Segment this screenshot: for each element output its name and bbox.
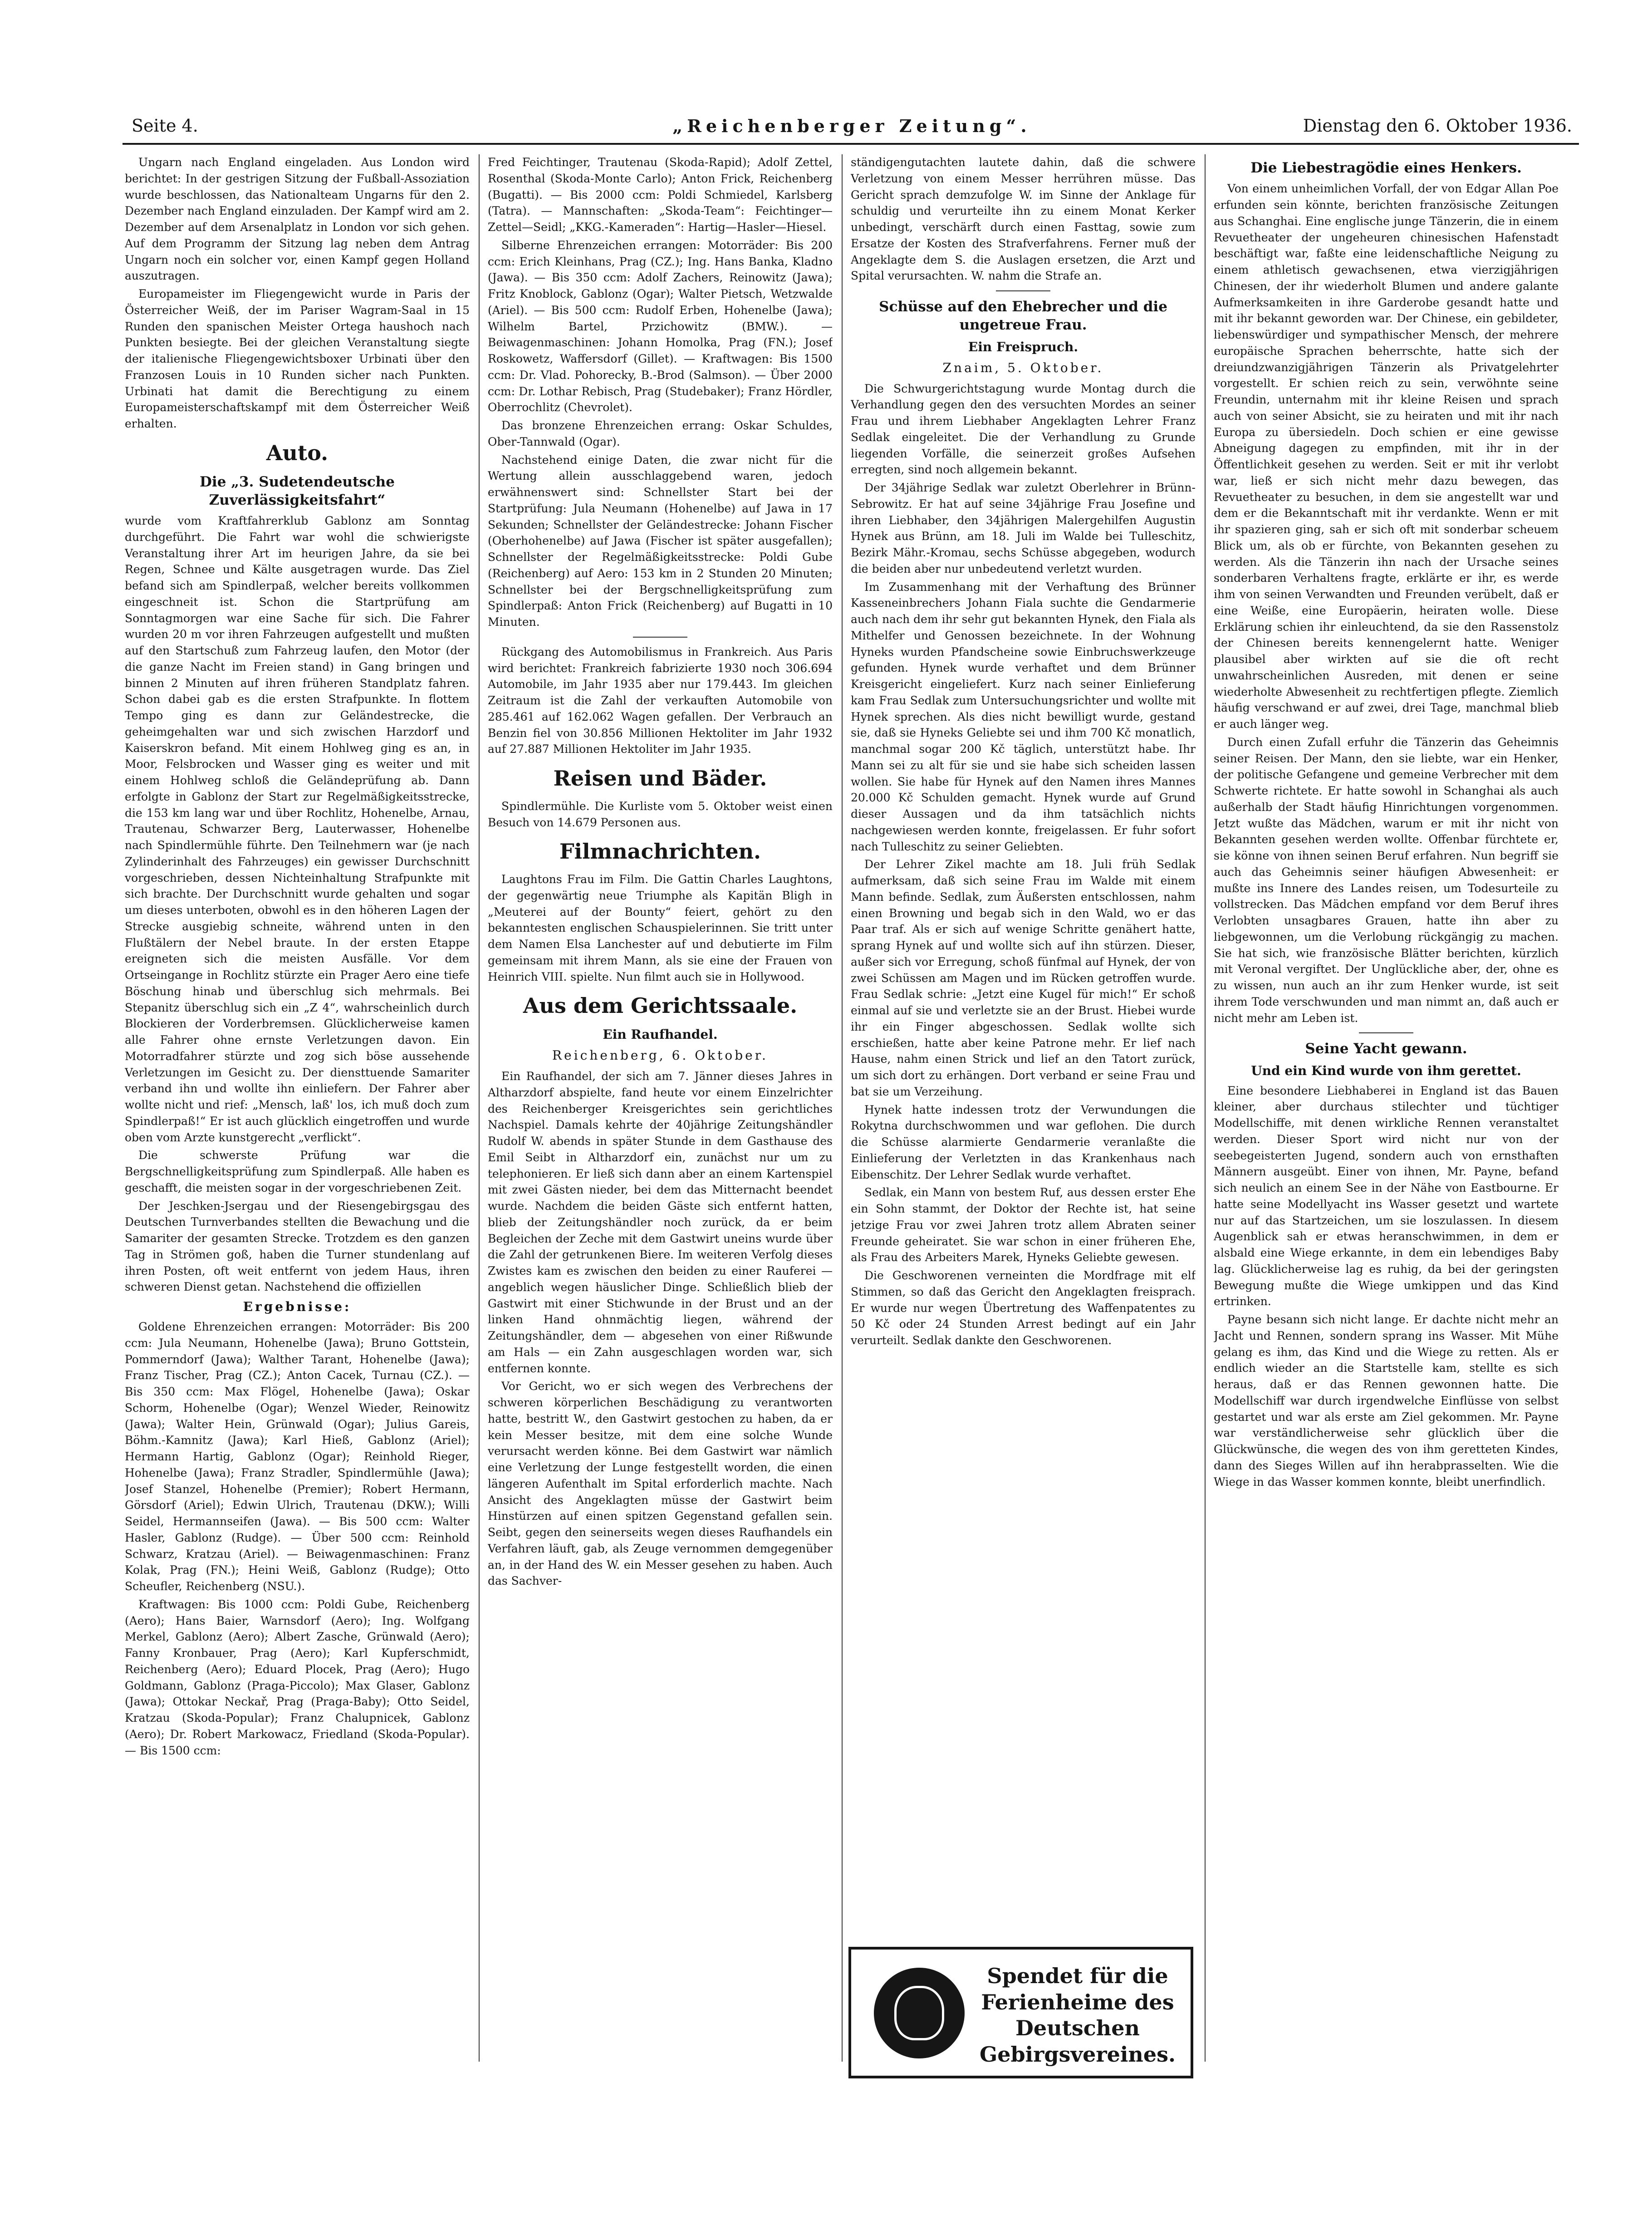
column-4 <box>1214 154 1559 2062</box>
subhead-yacht: Und ein Kind wurde von ihm gerettet. <box>1251 1063 1521 1078</box>
article-sedlak-7: Die Geschworenen verneinten die Mordfrage mit elf Stimmen, so daß das Gericht den Angeklagten freisprach. Er wurde nur wegen Übertretung des Waffenpatentes zu 50 Kč oder 24 Stunden Arrest bedingt auf ein Jahr verurteilt. Sedlak dankte den Geschworenen. <box>851 1269 1196 1347</box>
article-bergschnelligkeit: Die schwerste Prüfung war die Bergschnelligkeitsprüfung zum Spindlerpaß. Alle haben es geschafft, die meisten sogar in der vorgeschriebenen Zeit. <box>125 1149 470 1194</box>
article-raufhandel-continued: ständigengutachten lautete dahin, daß die schwere Verletzung von einem Messer herrühren müsse. Das Gericht sprach demzufolge W. im Sinne der Anklage für schuldig und verurteilte ihn zu einem Monat Kerker unbedingt, verschärft durch einen Fasttag, sowie zum Ersatze der Kosten des Strafverfahrens. Ferner muß der Angeklagte dem S. die Auslagen ersetzen, die Arzt und Spital verursachten. W. nahm die Strafe an. <box>851 156 1196 283</box>
short-divider <box>633 637 687 638</box>
article-yacht-2: Payne besann sich nicht lange. Er dachte nicht mehr an Jacht und Rennen, sondern sprang ins Wasser. Mit Mühe gelang es ihm, das Kind und die Wiege zu retten. Als er endlich wieder an die Startstelle kam, stellte es sich heraus, daß er das Rennen gewonnen hatte. Die Modellschiff war durch irgendwelche Einflüsse von selbst gestartet und war als erste am Ziel gekommen. Mr. Payne war verständlicherweise sehr glücklich über die Glückwünsche, die wegen des von ihm geretteten Kindes, dann des Sieges Willen auf ihn herabprasselten. Wie die Wiege in das Wasser kommen konnte, bleibt unerfindlich. <box>1214 1313 1559 1488</box>
article-raufhandel-body-2: Vor Gericht, wo er sich wegen des Verbrechens der schweren körperlichen Beschädigung zu verantworten hatte, bestritt W., den Gastwirt gestochen zu haben, da er kein Messer besitze, mit dem eine solche Wunde verursacht werden könne. Bei dem Gastwirt war nämlich eine Verletzung der Lunge festgestellt worden, die einen längeren Aufenthalt im Spital erforderlich machte. Nach Ansicht des Angeklagten müsse der Gastwirt beim Hinstürzen auf einen spitzen Gegenstand gefallen sein. Seibt, gegen den seinerseits wegen dieses Raufhandels ein Verfahren läuft, gab, als Zeuge vernommen demgegenüber an, in der Hand des W. ein Messer gesehen zu haben. Auch das Sachver- <box>488 1380 833 1588</box>
article-sedlak-2: Der 34jährige Sedlak war zuletzt Oberlehrer in Brünn-Sebrowitz. Er hat auf seine 34jährige Frau Josefine und ihren Liebhaber, den 34jährigen Malergehilfen Augustin Hynek aus Brünn, am 18. Juli im Walde bei Tulleschitz, Bezirk Mähr.-Kromau, sechs Schüsse abgegeben, wodurch die beiden aber nur unbedeutend verletzt wurden. <box>851 481 1196 575</box>
results-heading: Ergebnisse: <box>243 1299 352 1315</box>
issue-date: Dienstag den 6. Oktober 1936. <box>1303 116 1572 136</box>
headline-zuverlaessigkeitsfahrt: Die „3. Sudetendeutsche Zuverlässigkeitsfahrt“ <box>200 473 395 508</box>
subhead-freispruch: Ein Freispruch. <box>968 339 1078 354</box>
column-1 <box>125 154 470 2062</box>
results-bronze: Das bronzene Ehrenzeichen errang: Oskar Schuldes, Ober-Tannwald (Ogar). <box>488 419 833 448</box>
page-header <box>132 116 1572 143</box>
article-spindlermuehle: Spindlermühle. Die Kurliste vom 5. Oktober weist einen Besuch von 14.679 Personen aus. <box>488 799 833 829</box>
article-henker-1: Von einem unheimlichen Vorfall, der von Edgar Allan Poe erfunden sein könnte, berichten französische Zeitungen aus Schanghai. Eine englische junge Tänzerin, die in einem Revuetheater der ungeheuren chinesischen Hafenstadt beschäftigt war, faßte eine leidenschaftliche Neigung zu einem athletisch gewachsenen, etwa vierzigjährigen Chinesen, der ihr wiederholt Blumen und andere galante Aufmerksamkeiten in ihre Garderobe gesandt hatte und mit ihr bekannt geworden war. Der Chinese, ein gebildeter, liebenswürdiger und sympathischer Mensch, der mehrere europäische Sprachen beherrschte, hatte sich der dreiundzwanzigjährigen Tänzerin als Privatgelehrter vorgestellt. Er schien reich zu sein, verwöhnte seine Freundin, unternahm mit ihr kleine Reisen und sprach auch von seiner Absicht, sie zu heiraten und mit ihr nach Europa zu übersiedeln. Doch schien er eine gewisse Abneigung dagegen zu empfinden, mit ihr in der Öffentlichkeit gesehen zu werden. Seit er mit ihr verlobt war, ließ er sich nicht mehr dazu bewegen, das Revuetheater zu besuchen, in dem sie angestellt war und dem er die Bekanntschaft mit ihr verdankte. Wenn er mit ihr spazieren ging, sah er sich oft mit sonderbar scheuem Blick um, als ob er fürchte, von Bekannten gesehen zu werden. Als die Tänzerin ihn nach der Ursache seines sonderbaren Verhaltens fragte, erklärte er ihr, es werde ihm von seinen Verwandten und Freunden verübelt, daß er eine Weiße, eine Europäerin, heiraten wolle. Diese Erklärung schien ihr einleuchtend, da sie den Rassenstolz der Chinesen bereits kennengelernt hatte. Weniger plausibel aber wirkten auf sie die oft recht unwahrscheinlichen Ausreden, mit denen er seine wiederholte Abwesenheit zu rechtfertigen pflegte. Ziemlich häufig verschwand er auf zwei, drei Tage, manchmal blieb er auch länger weg. <box>1214 182 1559 731</box>
dateline-znaim: Znaim, 5. Oktober. <box>942 360 1104 375</box>
newspaper-title: „Reichenberger Zeitung“. <box>672 116 1031 136</box>
section-heading-gericht: Aus dem Gerichtssaale. <box>523 993 798 1018</box>
advertisement-text: Spendet für die Ferienheime des Deutschen Gebirgsvereines. <box>979 1964 1176 2067</box>
short-divider <box>996 290 1050 291</box>
dateline-reichenberg: Reichenberg, 6. Oktober. <box>552 1048 768 1063</box>
short-divider <box>1359 1032 1413 1033</box>
headline-schuesse-ehebrecher: Schüsse auf den Ehebrecher und die ungetreue Frau. <box>879 299 1167 334</box>
section-heading-auto: Auto. <box>266 440 328 465</box>
results-gold-cars: Kraftwagen: Bis 1000 ccm: Poldi Gube, Reichenberg (Aero); Hans Baier, Warnsdorf (Aero); Ing. Wolfgang Merkel, Gablonz (Aero); Albert Zasche, Grünwald (Aero); Fanny Kronbauer, Prag (Aero); Karl Kupferschmidt, Reichenberg (Aero); Eduard Plocek, Prag (Aero); Hugo Goldmann, Gablonz (Praga-Piccolo); Max Glaser, Gablonz (Jawa); Ottokar Neckař, Prag (Praga-Baby); Otto Seidel, Kratzau (Skoda-Popular); Franz Chalupnicek, Gablonz (Aero); Dr. Robert Markowacz, Friedland (Skoda-Popular). — Bis 1500 ccm: <box>125 1597 470 1757</box>
results-notable-data: Nachstehend einige Daten, die zwar nicht für die Wertung allein ausschlaggebend waren, jedoch erwähnenswert sind: Schnellster Start bei der Startprüfung: Jula Neumann (Hohenelbe) auf Jawa in 17 Sekunden; Schnellster der Geländestrecke: Johann Fischer (Oberhohenelbe) auf Jawa (Fischer ist später ausgefallen); Schnellster der Regelmäßigkeitsstrecke: Poldi Gube (Reichenberg) auf Aero: 153 km in 2 Stunden 20 Minuten; Schnellster bei der Bergschnelligkeitsprüfung zum Spindlerpaß: Anton Frick (Reichenberg) auf Bugatti in 10 Minuten. <box>488 453 833 629</box>
article-zuverlaessigkeitsfahrt-body: wurde vom Kraftfahrerklub Gablonz am Sonntag durchgeführt. Die Fahrt war wohl die schwierigste Veranstaltung ihrer Art im heurigen Jahre, da sie bei Regen, Schnee und Kälte ausgetragen wurde. Das Ziel befand sich am Spindlerpaß, welcher bereits vollkommen eingeschneit ist. Schon die Startprüfung am Sonntagmorgen war eine Sache für sich. Die Fahrer wurden 20 m vor ihren Fahrzeugen aufgestellt und mußten auf den Startschuß zum Fahrzeug laufen, den Motor (der die ganze Nacht im Freien stand) in Gang bringen und binnen 2 Minuten auf ihren früheren Standplatz fahren. Schon dabei gab es die ersten Strafpunkte. In flottem Tempo ging es dann zur Geländestrecke, die geheimgehalten war und sich zwischen Harzdorf und Kaiserskron befand. Mit einem Hohlweg ging es an, in Moor, Felsbrocken und Wasser ging es weiter und mit einem Hohlweg schloß die Geländeprüfung ab. Dann erfolgte in Gablonz der Start zur Regelmäßigkeitsstrecke, die 153 km lang war und über Rochlitz, Hohenelbe, Arnau, Trautenau, Schwarzer Berg, Lauterwasser, Hohenelbe nach Spindlermühle führte. Den Teilnehmern war (je nach Zylinderinhalt des Fahrzeuges) ein gewisser Durchschnitt vorgeschrieben, dessen Nichteinhaltung Strafpunkte mit sich brachte. Der Durchschnitt wurde gehalten und sogar um dieses unterboten, obwohl es in den höheren Lagen der Strecke ausgiebig schneite, während unten in den Flußtälern der Nebel braute. In der ersten Etappe ereigneten sich die meisten Ausfälle. Vor dem Ortseingange in Rochlitz stürzte ein Prager Aero eine tiefe Böschung hinab und überschlug sich mehrmals. Bei Stepanitz überschlug sich ein „Z 4“, wahrscheinlich durch Blockieren der Vorderbremsen. Glücklicherweise kamen alle Fahrer ohne ernste Verletzungen davon. Ein Motorradfahrer stürzte und zog sich böse aussehende Verletzungen im Gesicht zu. Der diensttuende Samariter verband ihn und wollte ihn einliefern. Der Fahrer aber wollte nicht und rief: „Mensch, laß' los, ich muß doch zum Spindlerpaß!“ Er ist auch glücklich eingetroffen und wurde oben vom Arzte kunstgerecht „verflickt“. <box>125 514 470 1144</box>
advertisement-gebirgsverein <box>848 1947 1193 2078</box>
page-number: Seite 4. <box>132 116 198 136</box>
article-yacht-1: Eine besondere Liebhaberei in England ist das Bauen kleiner, aber durchaus stilechter und tüchtiger Modellschiffe, mit denen wirkliche Rennen veranstaltet werden. Dieser Sport wird nicht nur von der seebegeisterten Jugend, sondern auch von ernsthaften Männern ausgeübt. Einer von ihnen, Mr. Payne, befand sich neulich an einem See in der Nähe von Eastbourne. Er hatte seine Modellyacht ins Wasser gesetzt und wartete nur auf das Startzeichen, um sie loszulassen. In diesem Augenblick sah er etwas heranschwimmen, in dem er alsbald eine Wiege erkannte, in dem ein lebendiges Baby lag. Glücklicherweise lag es ruhig, da bei der geringsten Bewegung mußte die Wiege umkippen und das Kind ertrinken. <box>1214 1084 1559 1308</box>
article-europameister-fliegengewicht: Europameister im Fliegengewicht wurde in Paris der Österreicher Weiß, der im Pariser Wagram-Saal in 15 Runden den spanischen Meister Ortega haushoch nach Punkten besiegte. Bei der gleichen Veranstaltung siegte der italienische Fliegengewichtsboxer Urbinati über den Franzosen Louis in 10 Runden sicher nach Punkten. Urbinati hat damit die Berechtigung zu einem Europameisterschaftskampf mit dem Österreicher Weiß erhalten. <box>125 287 470 430</box>
article-sedlak-6: Sedlak, ein Mann von bestem Ruf, aus dessen erster Ehe ein Sohn stammt, der Doktor der Rechte ist, hat seine jetzige Frau vor zwei Jahren trotz allem Abraten seiner Freunde geheiratet. Sie war schon in einer früheren Ehe, als Frau des Arbeiters Marek, Hyneks Geliebte gewesen. <box>851 1186 1196 1264</box>
article-sedlak-5: Hynek hatte indessen trotz der Verwundungen die Rokytna durchschwommen und war geflohen. Die durch die Schüsse alarmierte Gendarmerie veranlaßte die Einlieferung der Verletzten in das Krankenhaus nach Eibenschitz. Der Lehrer Sedlak wurde verhaftet. <box>851 1103 1196 1181</box>
header-rule <box>123 143 1579 145</box>
article-henker-2: Durch einen Zufall erfuhr die Tänzerin das Geheimnis seiner Reisen. Der Mann, den sie liebte, war ein Henker, der politische Gefangene und gemeine Verbrecher mit dem Schwerte richtete. Er hatte sowohl in Schanghai als auch außerhalb der Stadt häufig Hinrichtungen vorgenommen. Jetzt wußte das Mädchen, warum er mit ihr nicht von Bekannten gesehen werden wollte. Offenbar fürchtete er, sie könne von ihnen seinen Beruf erfahren. Nun begriff sie auch das Geheimnis seiner häufigen Abwesenheit: er mußte ins Innere des Landes reisen, um Todesurteile zu vollstrecken. Das Mädchen empfand vor dem Beruf ihres Verlobten unsagbares Grauen, hatte ihn aber zu liebgewonnen, um die Verlobung rückgängig zu machen. Sie hat sich, wie französische Blätter berichten, kürzlich mit Veronal vergiftet. Der Unglückliche aber, der, ohne es zu wissen, nun auch an ihr zum Henker wurde, ist seit ihrem Tode verschwunden und man nimmt an, daß auch er nicht mehr am Leben ist. <box>1214 735 1559 1025</box>
article-turner: Der Jeschken-Jsergau und der Riesengebirgsgau des Deutschen Turnverbandes stellten die Bewachung und die Samariter der gesamten Strecke. Trotzdem es den ganzen Tag in Strömen goß, haben die Turner stundenlang auf ihren Posten, oft weit entfernt von jedem Haus, ihren schweren Dienst getan. Nachstehend die offiziellen <box>125 1199 470 1294</box>
emblem-flower-icon <box>894 1986 944 2040</box>
results-gold-cars-continued: Fred Feichtinger, Trautenau (Skoda-Rapid); Adolf Zettel, Rosenthal (Skoda-Monte Carlo); Anton Frick, Reichenberg (Bugatti). — Bis 2000 ccm: Poldi Schmiedel, Karlsberg (Tatra). — Mannschaften: „Skoda-Team“: Feichtinger—Zettel—Seidl; „KKG.-Kameraden“: Hartig—Hasler—Hiesel. <box>488 156 833 234</box>
results-gold-motorcycles: Goldene Ehrenzeichen errangen: Motorräder: Bis 200 ccm: Jula Neumann, Hohenelbe (Jawa); Bruno Gottstein, Pommerndorf (Jawa); Walther Tarant, Hohenelbe (Jawa); Franz Tischer, Prag (CZ.); Anton Cacek, Turnau (CZ.). — Bis 350 ccm: Max Flögel, Hohenelbe (Jawa); Oskar Schorm, Hohenelbe (Ogar); Wenzel Wieder, Reinowitz (Jawa); Walter Hein, Grünwald (Ogar); Julius Gareis, Böhm.-Kamnitz (Jawa); Karl Hieß, Gablonz (Ariel); Hermann Hartig, Gablonz (Ogar); Reinhold Rieger, Hohenelbe (Jawa); Franz Stradler, Spindlermühle (Jawa); Josef Stanzel, Hohenelbe (Premier); Robert Hermann, Görsdorf (Ariel); Edwin Ulrich, Trautenau (DKW.); Willi Seidel, Hermannseifen (Jawa). — Bis 500 ccm: Walter Hasler, Gablonz (Rudge). — Über 500 ccm: Reinhold Schwarz, Kratzau (Ariel). — Beiwagenmaschinen: Franz Kolak, Prag (FN.); Heini Weiß, Gablonz (Rudge); Otto Scheufler, Reichenberg (NSU.). <box>125 1320 470 1593</box>
section-heading-film: Filmnachrichten. <box>559 839 761 864</box>
column-2 <box>488 154 833 2062</box>
article-raufhandel-body-1: Ein Raufhandel, der sich am 7. Jänner dieses Jahres in Altharzdorf abspielte, fand heute vor einem Einzelrichter des Reichenberger Kreisgerichtes sein gerichtliches Nachspiel. Damals kehrte der 40jährige Zeitungshändler Rudolf W. abends in später Stunde in dem Gasthause des Emil Seibt in Altharzdorf ein, zunächst nur um zu telephonieren. Er ließ sich dann aber an einem Kartenspiel mit zwei Gästen nieder, bei dem das Mitternacht beendet wurde. Nachdem die beiden Gäste sich entfernt hatten, blieb der Zeitungshändler noch zurück, da er beim Begleichen der Zeche mit dem Gastwirt uneins wurde über die Zahl der getrunkenen Biere. Im weiteren Verfolg dieses Zwistes kam es zwischen den beiden zu einer Rauferei — angeblich wegen häuslicher Dinge. Schließlich blieb der Gastwirt mit einer Stichwunde in der Brust und an der linken Hand ohnmächtig liegen, während der Zeitungshändler, dem — abgesehen von einer Rißwunde am Hals — ein Zahn ausgeschlagen worden war, sich entfernen konnte. <box>488 1070 833 1375</box>
article-automobilismus-frankreich: Rückgang des Automobilismus in Frankreich. Aus Paris wird berichtet: Frankreich fabrizierte 1930 noch 306.694 Automobile, im Jahr 1935 aber nur 179.443. Im gleichen Zeitraum ist die Zahl der verkauften Automobile von 285.461 auf 162.062 Wagen gefallen. Der Verbrauch an Benzin fiel von 30.856 Millionen Hektoliter im Jahr 1932 auf 27.887 Millionen Hektoliter im Jahr 1935. <box>488 645 833 756</box>
article-sedlak-4: Der Lehrer Zikel machte am 18. Juli früh Sedlak aufmerksam, daß sich seine Frau im Walde mit einem Mann befinde. Sedlak, zum Äußersten entschlossen, nahm einen Browning und begab sich in den Wald, wo er das Paar traf. Als er sich auf wenige Schritte genähert hatte, sprang Hynek auf und wollte sich auf ihn stürzen. Dieser, außer sich vor Erregung, schoß fünfmal auf Hynek, der von zwei Schüssen am Magen und im Rücken getroffen wurde. Frau Sedlak schrie: „Jetzt eine Kugel für mich!“ Er schoß einmal auf sie und verletzte sie an der Brust. Hiebei wurde ihr ein Finger abgeschossen. Sedlak wollte sich erschießen, hatte aber keine Patrone mehr. Er lief nach Hause, nahm einen Strick und lief an den Tatort zurück, um sich dort zu erhängen. Dort verband er seine Frau und bat sie um Verzeihung. <box>851 858 1196 1098</box>
section-heading-reisen: Reisen und Bäder. <box>553 766 767 791</box>
results-silver: Silberne Ehrenzeichen errangen: Motorräder: Bis 200 ccm: Erich Kleinhans, Prag (CZ.); Ing. Hans Banka, Kladno (Jawa). — Bis 350 ccm: Adolf Zachers, Reinowitz (Jawa); Fritz Knoblock, Gablonz (Ogar); Walter Pietsch, Wetzwalde (Ariel). — Bis 500 ccm: Rudolf Erben, Hohenelbe (Jawa); Wilhelm Bartel, Przichowitz (BMW.). — Beiwagenmaschinen: Johann Homolka, Prag (FN.); Josef Roskowetz, Waffersdorf (Gillet). — Kraftwagen: Bis 1500 ccm: Dr. Vlad. Pohorecky, B.-Brod (Salmson). — Über 2000 ccm: Dr. Lothar Rebisch, Prag (Studebaker); Franz Hördler, Oberrochlitz (Chevrolet). <box>488 238 833 414</box>
headline-yacht: Seine Yacht gewann. <box>1305 1041 1467 1057</box>
column-divider <box>842 154 843 2062</box>
article-laughton: Laughtons Frau im Film. Die Gattin Charles Laughtons, der gegenwärtig neue Triumphe als Kapitän Bligh in „Meuterei auf der Bounty“ feiert, gehört zu den bekanntesten englischen Schauspielerinnen. Sie tritt unter dem Namen Elsa Lanchester auf und debutierte im Film gemeinsam mit ihrem Mann, als sie eine der Frauen von Heinrich VIII. spielte. Nun filmt auch sie in Hollywood. <box>488 873 833 983</box>
column-divider <box>1205 154 1206 2062</box>
column-divider <box>479 154 480 2062</box>
article-sedlak-3: Im Zusammenhang mit der Verhaftung des Brünner Kasseneinbrechers Johann Fiala suchte die Gendarmerie auch nach dem ihr sehr gut bekannten Hynek, den Fiala als Mithelfer und Genossen bezeichnete. In der Wohnung Hyneks wurden Pfandscheine sowie Einbruchswerkzeuge gefunden. Hynek wurde verhaftet und dem Brünner Kreisgericht eingeliefert. Kurz nach seiner Einlieferung kam Frau Sedlak zum Untersuchungsrichter und wollte mit Hynek sprechen. Als dies nicht bewilligt wurde, gestand sie, daß sie Hyneks Geliebte sei und ihm 700 Kč monatlich, manchmal sogar 200 Kč täglich, unterstützt habe. Ihr Mann sei zu alt für sie und sie habe sich scheiden lassen wollen. Sie habe für Hynek auf den Namen ihres Mannes 20.000 Kč Schulden gemacht. Hynek wurde auf Grund dieser Aussagen und da ihm tatsächlich nichts nachgewiesen werden konnte, freigelassen. Er fuhr sofort nach Tulleschitz zu seiner Geliebten. <box>851 580 1196 853</box>
article-sedlak-1: Die Schwurgerichtstagung wurde Montag durch die Verhandlung gegen den des versuchten Mordes an seiner Frau und ihrem Liebhaber Angeklagten Lehrer Franz Sedlak eingeleitet. Die der Verhandlung zu Grunde liegenden Vorfälle, die seinerzeit großes Aufsehen erregten, sind noch allgemein bekannt. <box>851 382 1196 476</box>
article-ungarn-england: Ungarn nach England eingeladen. Aus London wird berichtet: In der gestrigen Sitzung der Fußball-Assoziation wurde beschlossen, das Nationalteam Ungarns für den 2. Dezember nach England einzuladen. Der Kampf wird am 2. Dezember auf dem Arsenalplatz in London vor sich gehen. Auf dem Programm der Sitzung lag neben dem Antrag Ungarn noch ein solcher vor, einen Kampf gegen Holland auszutragen. <box>125 156 470 283</box>
headline-liebestragoedie: Die Liebestragödie eines Henkers. <box>1250 160 1522 176</box>
column-3 <box>851 154 1196 1925</box>
headline-raufhandel: Ein Raufhandel. <box>603 1027 718 1042</box>
